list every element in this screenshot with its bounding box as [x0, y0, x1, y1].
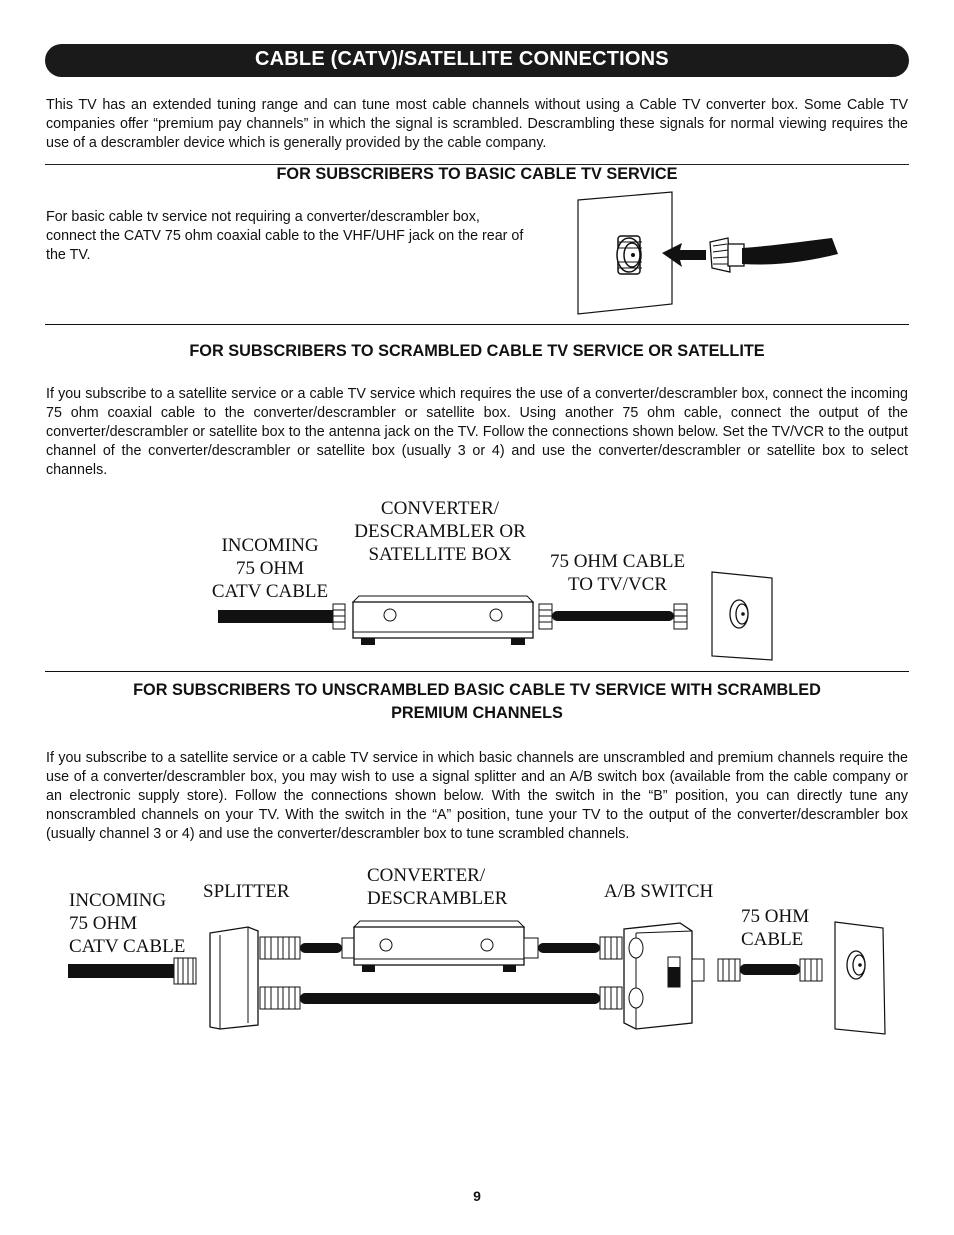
section3-heading: FOR SUBSCRIBERS TO UNSCRAMBLED BASIC CABLE TV SERVICE WITH SCRAMBLED PREMIUM CHANNELS: [133, 681, 821, 722]
splitter-ab-switch-diagram: [68, 915, 888, 1040]
label-75-ohm-cable: 75 OHM CABLE: [741, 906, 810, 950]
splitter-icon: [210, 927, 258, 1029]
coax-plug-icon: [692, 959, 740, 981]
section2-body: If you subscribe to a satellite service or a cable TV service which requires the use of a converter/descrambler box, connect the incoming 75 ohm coaxial cable to the converter/descrambler or satellite box. Using another 75 ohm cable, connect the output of the converter/descrambler or satellite box to the antenna jack on the TV. Follow the connections shown below. Set the TV/VCR to the output channel of the converter/descrambler or satellite box (usually 3 or 4) and use the converter/descrambler or satellite box to select channels.: [46, 386, 908, 478]
converter-box-icon: [353, 596, 533, 645]
coax-plug-icon: [260, 987, 300, 1009]
scrambled-service-diagram: [215, 570, 775, 662]
label-incoming-cable: INCOMING 75 OHM CATV CABLE: [211, 535, 329, 602]
coax-cable: [300, 943, 342, 953]
intro-paragraph: This TV has an extended tuning range and can tune most cable channels without using a Cable TV converter box. Some Cable TV companies offer “premium pay channels” in which the signal is scrambled. Descrambling these signals for normal viewing requires the use of a descrambler device which is generally provided by the cable company.: [46, 97, 908, 151]
label-cable-to-tv: 75 OHM CABLE TO TV/VCR: [549, 551, 686, 595]
coax-cable: [740, 964, 800, 975]
coax-plug-icon: [710, 238, 744, 272]
ab-switch-icon: [624, 923, 692, 1029]
antenna-jack-icon: [847, 951, 865, 979]
coax-plug-icon: [800, 959, 822, 981]
label-ab-switch: A/B SWITCH: [604, 881, 714, 902]
page-title-bar: [45, 44, 909, 77]
basic-cable-diagram: [570, 190, 850, 318]
label-incoming-cable: INCOMING 75 OHM CATV CABLE: [69, 890, 186, 957]
label-splitter: SPLITTER: [203, 881, 290, 902]
coax-plug-icon: [539, 604, 552, 629]
page-number: 9: [473, 1188, 481, 1204]
section3-body: If you subscribe to a satellite service or a cable TV service in which basic channels are unscrambled and premium channels require the use of a converter/descrambler box, you may wish to use a signal splitter and an A/B switch box (available from the cable company or an electronic supply store). Follow the connections shown below. With the switch in the “B” position, you can directly tune any nonscrambled channels on your TV. With the switch in the “A” position, tune your TV to the output of the converter/descrambler box (usually channel 3 or 4) and use the converter/descrambler box to tune scrambled channels.: [46, 750, 908, 842]
antenna-jack-icon: [617, 236, 642, 274]
coax-cable: [742, 238, 838, 265]
incoming-cable: [218, 610, 340, 623]
coax-plug-icon: [600, 937, 622, 1009]
divider: [45, 324, 909, 325]
section1-body: For basic cable tv service not requiring a converter/descrambler box, connect the CATV 75 ohm coaxial cable to the VHF/UHF jack on the rear of the TV.: [46, 209, 524, 263]
converter-box-icon: [342, 921, 538, 972]
divider: [45, 671, 909, 672]
incoming-cable: [68, 958, 196, 984]
coax-plug-icon: [260, 937, 300, 959]
label-converter-box: CONVERTER/ DESCRAMBLER OR SATELLITE BOX: [354, 498, 526, 565]
antenna-jack-icon: [730, 600, 748, 628]
coax-cable: [300, 993, 600, 1004]
page-title: CABLE (CATV)/SATELLITE CONNECTIONS: [255, 48, 669, 70]
section1-heading: FOR SUBSCRIBERS TO BASIC CABLE TV SERVICE: [276, 165, 678, 183]
coax-plug-icon: [333, 604, 345, 629]
label-converter: CONVERTER/ DESCRAMBLER: [367, 865, 508, 909]
coax-plug-icon: [674, 604, 687, 629]
coax-cable: [538, 943, 600, 953]
coax-cable: [552, 611, 674, 621]
section2-heading: FOR SUBSCRIBERS TO SCRAMBLED CABLE TV SERVICE OR SATELLITE: [189, 342, 765, 360]
